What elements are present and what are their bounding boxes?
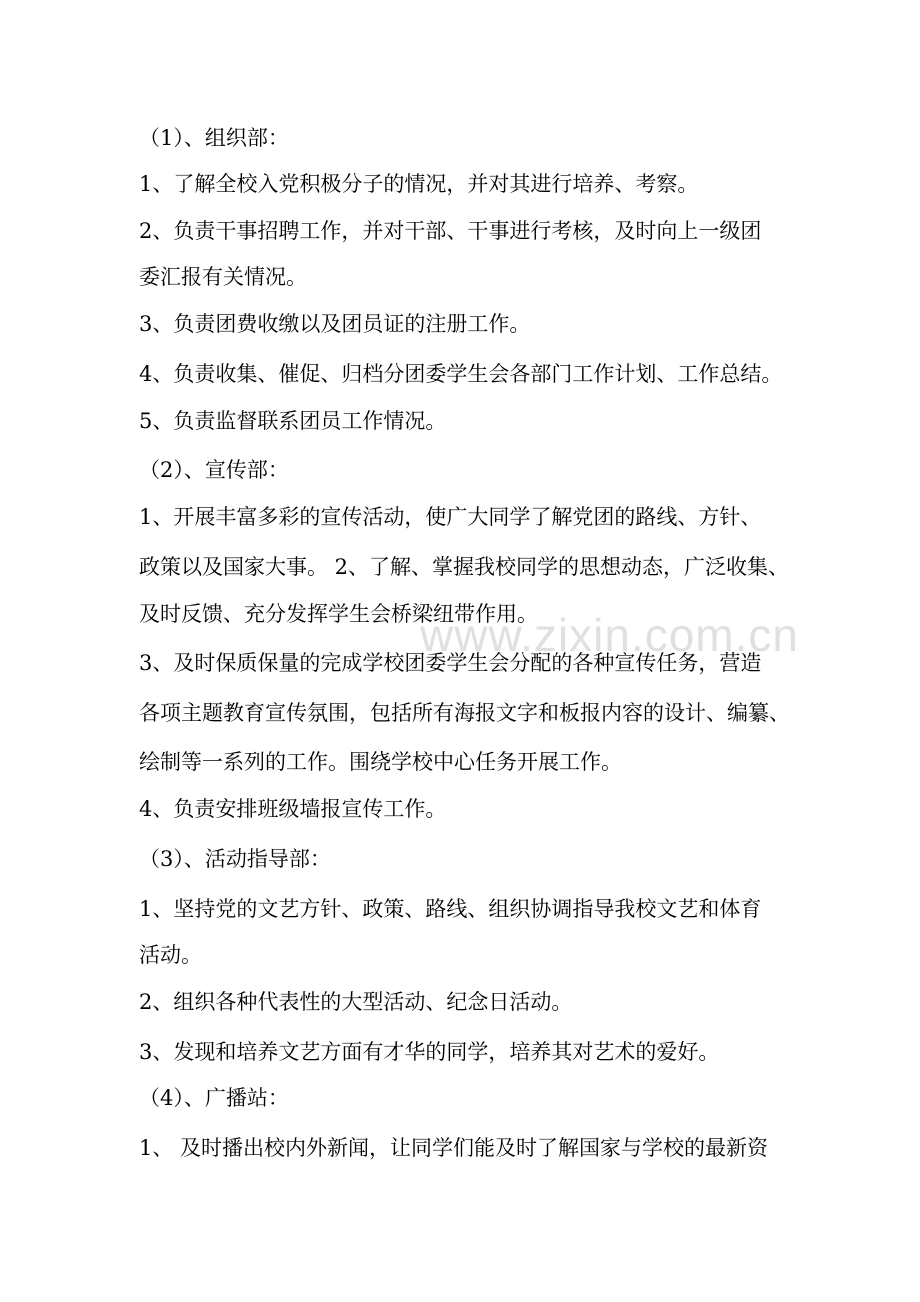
section-heading-publicity: （2）、宣传部： — [139, 458, 289, 482]
text-line: 各项主题教育宣传氛围，包括所有海报文字和板报内容的设计、编纂、 — [139, 701, 790, 725]
text-line: 4、负责收集、催促、归档分团委学生会各部门工作计划、工作总结。 — [139, 362, 783, 386]
text-line: 3、及时保质保量的完成学校团委学生会分配的各种宣传任务，营造 — [139, 651, 762, 675]
text-line: 1、坚持党的文艺方针、政策、路线、组织协调指导我校文艺和体育 — [139, 897, 762, 921]
text-line: 2、负责干事招聘工作，并对干部、干事进行考核，及时向上一级团 — [139, 219, 762, 243]
section-heading-organization: （1）、组织部： — [139, 126, 289, 150]
text-line: 委汇报有关情况。 — [139, 265, 307, 289]
text-line: 活动。 — [139, 943, 202, 967]
watermark: www.zixin.com.cn — [420, 609, 799, 661]
text-line: 3、负责团费收缴以及团员证的注册工作。 — [139, 312, 531, 336]
text-line: 1、 及时播出校内外新闻，让同学们能及时了解国家与学校的最新资 — [139, 1136, 769, 1160]
text-line: 及时反馈、充分发挥学生会桥梁纽带作用。 — [139, 602, 538, 626]
text-line: 3、发现和培养文艺方面有才华的同学，培养其对艺术的爱好。 — [139, 1040, 720, 1064]
section-heading-activities: （3）、活动指导部： — [139, 847, 331, 871]
text-line: 4、负责安排班级墙报宣传工作。 — [139, 797, 447, 821]
text-line: 1、了解全校入党积极分子的情况，并对其进行培养、考察。 — [139, 172, 699, 196]
section-heading-broadcast: （4）、广播站： — [139, 1086, 289, 1110]
text-line: 5、负责监督联系团员工作情况。 — [139, 409, 447, 433]
text-line: 政策以及国家大事。 2、了解、掌握我校同学的思想动态，广泛收集、 — [139, 555, 790, 579]
text-line: 绘制等一系列的工作。围绕学校中心任务开展工作。 — [139, 750, 622, 774]
text-line: 2、组织各种代表性的大型活动、纪念日活动。 — [139, 990, 573, 1014]
text-line: 1、开展丰富多彩的宣传活动，使广大同学了解党团的路线、方针、 — [139, 505, 762, 529]
